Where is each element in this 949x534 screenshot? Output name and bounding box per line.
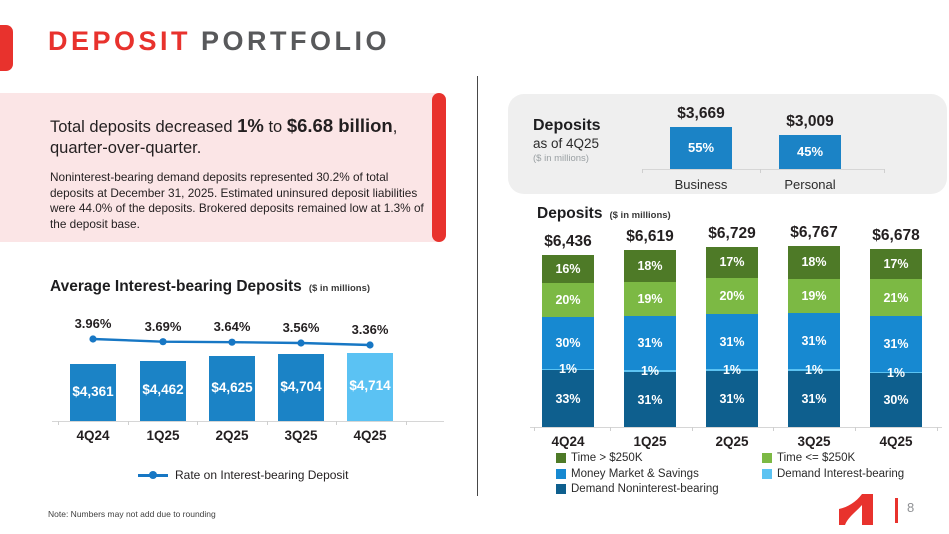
bar-value-label: $4,462 — [142, 382, 184, 397]
segment-pct-label: 33% — [555, 391, 581, 406]
rate-point-label: 3.56% — [282, 320, 320, 335]
callout-headline-text: Total deposits decreased — [50, 118, 238, 136]
deposit-mix-chart-title — [537, 205, 671, 223]
bar-pct-label: 45% — [796, 144, 824, 159]
segment-pct-label: 20% — [719, 288, 745, 303]
segment-pct-label: 17% — [719, 255, 745, 270]
x-axis-label: 3Q25 — [284, 428, 318, 443]
deposits-4q25-unit: ($ in millions) — [533, 153, 589, 164]
business-personal-chart — [508, 94, 947, 194]
callout-headline-text: , — [392, 118, 398, 136]
company-logo-icon — [836, 493, 882, 526]
deposits-4q25-title: Deposits — [533, 117, 601, 134]
legend-swatch-icon — [556, 469, 566, 479]
callout-headline-pct: 1% — [237, 115, 264, 136]
axis-tick — [773, 427, 774, 431]
axis-tick — [884, 169, 885, 173]
bar-pct-label: 55% — [687, 140, 715, 155]
bar-value-label: $4,704 — [280, 378, 322, 394]
deposit-mix-title-unit: ($ in millions) — [609, 210, 671, 221]
callout-accent-bar — [432, 93, 446, 242]
segment-pct-label: 1% — [640, 364, 660, 379]
segment-pct-label: 30% — [555, 335, 581, 350]
rate-legend — [138, 468, 348, 482]
x-axis-label: Business — [674, 177, 728, 192]
axis-tick — [937, 427, 938, 431]
legend-swatch-icon — [556, 453, 566, 463]
x-axis-label: 3Q25 — [797, 434, 831, 449]
segment-pct-label: 16% — [555, 261, 581, 276]
page-title — [48, 26, 390, 57]
x-axis — [530, 427, 942, 428]
x-axis-label: 4Q24 — [76, 428, 110, 443]
x-axis-label: 1Q25 — [633, 434, 667, 449]
page-number: 8 — [907, 500, 915, 515]
legend-label: Demand Noninterest-bearing — [571, 483, 719, 495]
rate-line — [50, 312, 450, 452]
x-axis — [642, 169, 884, 170]
legend-swatch-icon — [762, 469, 772, 479]
bar-value-label: $3,009 — [786, 113, 834, 130]
axis-tick — [760, 169, 761, 173]
segment-pct-label: 31% — [637, 392, 663, 407]
callout-body: Noninterest-bearing demand deposits represented 30.2% of total deposits at December 31, 2025. Estimated uninsured deposit liabilities were 44.0% of the deposits. Brokered deposits remained low at 1.3% of the deposit base. — [50, 169, 424, 231]
segment-pct-label: 31% — [637, 335, 663, 350]
legend-swatch-icon — [762, 453, 772, 463]
legend-label: Time > $250K — [571, 452, 643, 464]
x-axis-label: Personal — [784, 177, 836, 192]
legend-item — [556, 468, 762, 480]
avg-deposits-chart — [50, 312, 450, 452]
page-title-rest: PORTFOLIO — [201, 26, 391, 56]
callout-content — [50, 113, 428, 233]
x-axis-label: 1Q25 — [146, 428, 180, 443]
segment-pct-label: 31% — [801, 391, 827, 406]
axis-tick — [610, 427, 611, 431]
segment-pct-label: 31% — [883, 337, 909, 352]
title-accent-bar — [0, 25, 13, 71]
x-axis-label: 2Q25 — [215, 428, 249, 443]
deposits-4q25-subtitle: as of 4Q25 — [533, 136, 600, 151]
footnote: Note: Numbers may not add due to rounding — [48, 509, 216, 519]
x-axis-label: 4Q25 — [879, 434, 913, 449]
rate-point-label: 3.36% — [351, 322, 389, 337]
line-dot-legend-icon — [138, 474, 168, 477]
legend-item — [556, 452, 762, 464]
axis-tick — [855, 427, 856, 431]
axis-tick — [642, 169, 643, 173]
axis-tick — [534, 427, 535, 431]
callout-headline-text: to — [263, 118, 287, 136]
bar-total-label: $6,729 — [708, 225, 756, 243]
segment-pct-label: 30% — [883, 393, 909, 408]
callout-box — [0, 93, 446, 242]
callout-headline-line1 — [50, 113, 428, 139]
segment-pct-label: 1% — [558, 362, 578, 377]
rate-legend-label: Rate on Interest-bearing Deposit — [175, 468, 349, 482]
section-divider — [477, 76, 478, 496]
rate-point-label: 3.69% — [144, 318, 182, 334]
deposit-mix-legend — [556, 452, 904, 495]
avg-deposits-chart-title — [50, 278, 370, 296]
legend-item — [762, 468, 904, 480]
legend-item — [556, 483, 762, 495]
legend-label: Money Market & Savings — [571, 467, 699, 480]
segment-pct-label: 1% — [804, 363, 824, 378]
logo-divider-bar — [895, 498, 898, 523]
x-axis-label: 2Q25 — [715, 434, 749, 449]
rate-point-label: 3.96% — [74, 316, 112, 331]
deposit-mix-chart — [530, 200, 949, 450]
segment-pct-label: 17% — [883, 256, 909, 271]
segment-pct-label: 31% — [719, 334, 745, 349]
segment-pct-label: 18% — [637, 259, 663, 274]
bar-total-label: $6,678 — [872, 226, 920, 244]
x-axis-label: 4Q25 — [353, 428, 387, 443]
avg-deposits-title-unit: ($ in millions) — [308, 283, 371, 294]
x-axis-label: 4Q24 — [551, 434, 585, 449]
bar-value-label: $4,625 — [211, 379, 253, 395]
segment-pct-label: 19% — [637, 291, 663, 306]
deposits-4q25-box — [508, 94, 947, 194]
bar-total-label: $6,619 — [626, 228, 674, 246]
legend-item — [762, 452, 904, 464]
callout-headline-line2: quarter-over-quarter. — [50, 139, 202, 158]
deposit-mix-title-text: Deposits — [537, 205, 603, 222]
avg-deposits-title-text: Average Interest-bearing Deposits — [50, 278, 302, 295]
segment-pct-label: 1% — [886, 365, 906, 380]
legend-swatch-icon — [556, 484, 566, 494]
segment-pct-label: 19% — [801, 288, 827, 303]
segment-pct-label: 21% — [883, 290, 909, 305]
bar-value-label: $4,361 — [72, 383, 114, 399]
bar-value-label: $3,669 — [677, 105, 725, 122]
callout-headline-amount: $6.68 billion — [286, 115, 393, 136]
legend-label: Time <= $250K — [777, 452, 856, 464]
page-title-accent: DEPOSIT — [48, 26, 192, 56]
segment-pct-label: 31% — [719, 392, 745, 407]
segment-pct-label: 31% — [801, 334, 827, 349]
segment-pct-label: 1% — [722, 363, 742, 378]
bar-total-label: $6,436 — [544, 233, 592, 251]
bar-total-label: $6,767 — [790, 224, 838, 242]
segment-pct-label: 20% — [555, 292, 581, 307]
bar-value-label: $4,714 — [349, 378, 391, 393]
axis-tick — [692, 427, 693, 431]
segment-pct-label: 18% — [801, 255, 827, 270]
legend-label: Demand Interest-bearing — [777, 467, 905, 480]
rate-point-label: 3.64% — [213, 319, 251, 335]
